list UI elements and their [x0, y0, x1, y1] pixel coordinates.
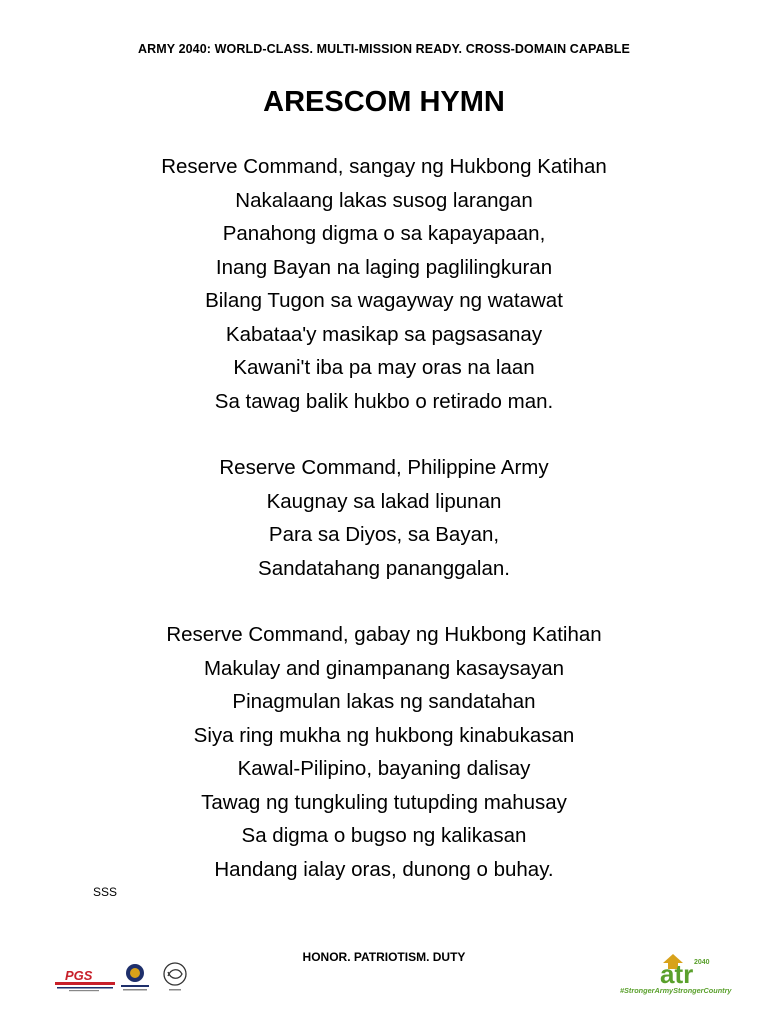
lyric-line: Reserve Command, sangay ng Hukbong Katihan: [161, 155, 607, 178]
lyric-line: Reserve Command, Philippine Army: [219, 456, 549, 479]
svg-text:PGS: PGS: [65, 968, 93, 983]
lyric-line: Para sa Diyos, sa Bayan,: [268, 523, 500, 546]
stanza-3: [0, 618, 768, 886]
lyric-line: Sandatahang pananggalan.: [258, 556, 510, 580]
stanza-1: [0, 150, 768, 418]
hymn-lyrics: [0, 150, 768, 919]
header-motto: ARMY 2040: WORLD-CLASS. MULTI-MISSION READY. CROSS-DOMAIN CAPABLE: [138, 42, 630, 56]
lyric-line: Sa digma o bugso ng kalikasan: [241, 824, 527, 847]
lyric-line: Makulay and ginampanang kasaysayan: [203, 656, 565, 680]
page-title: ARESCOM HYMN: [263, 86, 505, 118]
lyric-line: Bilang Tugon sa wagayway ng watawat: [205, 289, 563, 312]
footnote-text: SSS: [93, 885, 118, 899]
lyric-line: Nakalaang lakas susog larangan: [235, 188, 533, 212]
stanza-2: [0, 451, 768, 585]
lyric-line: Pinagmulan lakas ng sandatahan: [232, 690, 536, 713]
partner-logos: [55, 960, 195, 996]
atr-2040-logo: [618, 952, 753, 997]
lyric-line: Siya ring mukha ng hukbong kinabukasan: [193, 723, 575, 747]
lyric-line: Kabataa'y masikap sa pagsasanay: [225, 322, 543, 346]
lyric-line: Inang Bayan na laging paglilingkuran: [215, 255, 553, 279]
lyric-line: Kawal-Pilipino, bayaning dalisay: [237, 757, 531, 780]
pgs-logo: [55, 968, 115, 991]
round-seal: [164, 963, 186, 991]
lyric-line: Panahong digma o sa kapayapaan,: [222, 222, 546, 245]
lyric-line: Kaugnay sa lakad lipunan: [266, 489, 502, 513]
footer-motto: HONOR. PATRIOTISM. DUTY: [302, 950, 466, 964]
svg-text:2040: 2040: [694, 959, 710, 966]
svg-text:#StrongerArmyStrongerCountry: #StrongerArmyStrongerCountry: [620, 986, 732, 995]
lyric-line: Kawani't iba pa may oras na laan: [233, 356, 535, 379]
lyric-line: Tawag ng tungkuling tutupding mahusay: [201, 790, 567, 814]
lyric-line: Reserve Command, gabay ng Hukbong Katihan: [166, 623, 602, 646]
lyric-line: Sa tawag balik hukbo o retirado man.: [214, 389, 554, 413]
lyric-line: Handang ialay oras, dunong o buhay.: [214, 857, 554, 881]
svg-text:atr: atr: [660, 959, 694, 989]
islands-seal: [121, 964, 149, 991]
